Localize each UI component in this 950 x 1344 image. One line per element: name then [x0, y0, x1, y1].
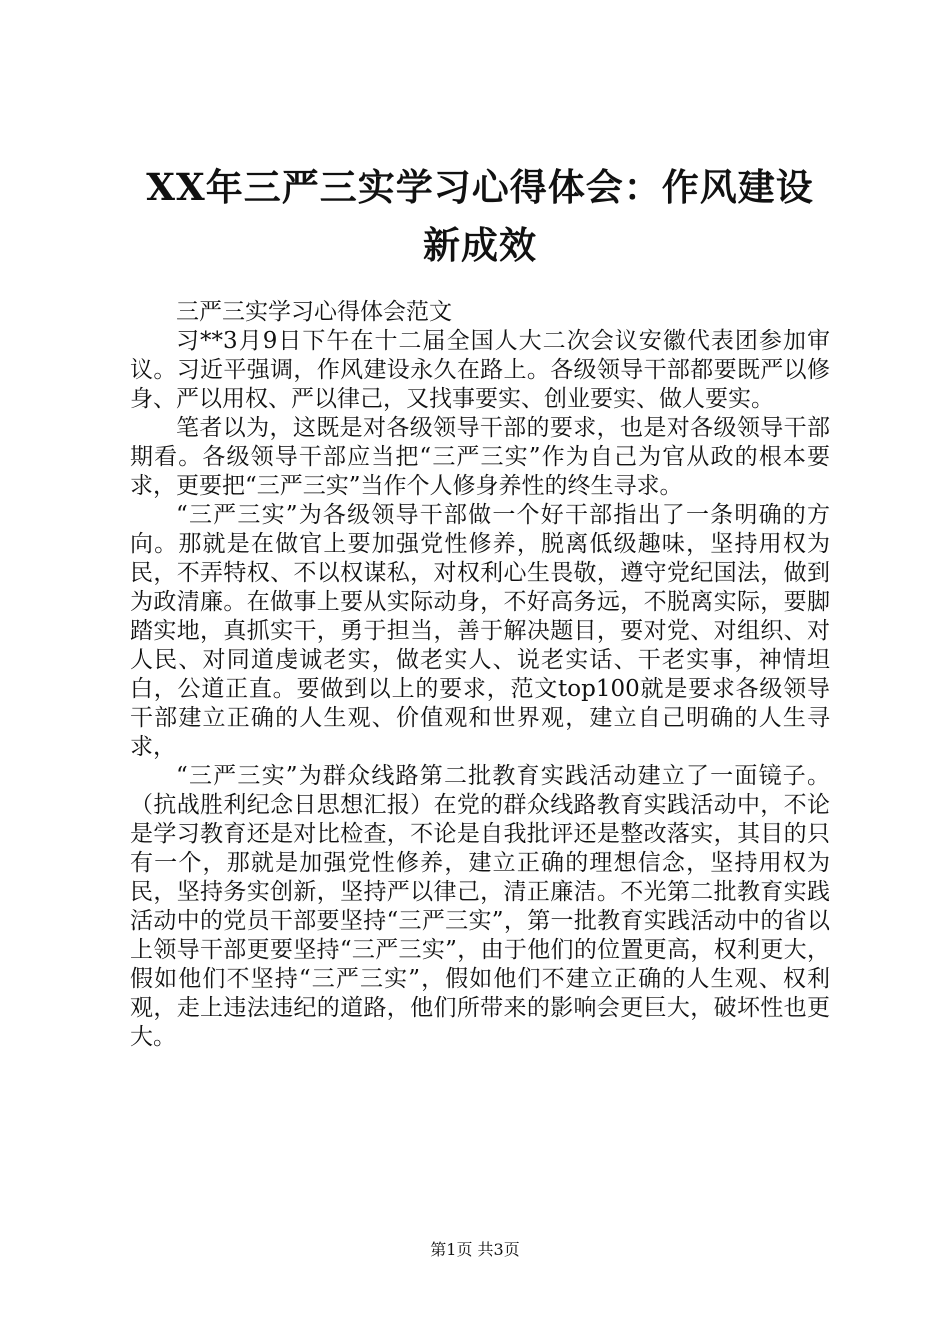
- paragraph-subtitle: 三严三实学习心得体会范文: [176, 299, 452, 325]
- page-number-footer: 第1页 共3页: [430, 1240, 520, 1259]
- document-body: [130, 298, 830, 1052]
- paragraph: 笔者以为，这既是对各级领导干部的要求，也是对各级领导干部期看。各级领导干部应当把“三严三实”作为自己为官从政的根本要求，更要把“三严三实”当作个人修身养性的终生寻求。: [130, 415, 830, 499]
- paragraph: “三严三实”为各级领导干部做一个好干部指出了一条明确的方向。那就是在做官上要加强党性修养，脱离低级趣味，坚持用权为民，不弄特权、不以权谋私，对权利心生畏敬，遵守党纪国法，做到为政清廉。在做事上要从实际动身，不好高务远，不脱离实际，要脚踏实地，真抓实干，勇于担当，善于解决题目，要对党、对组织、对人民、对同道虔诚老实，做老实人、说老实话、干老实事，神情坦白，公道正直。要做到以上的要求，范文top100就是要求各级领导干部建立正确的人生观、价值观和世界观，建立自己明确的人生寻求，: [130, 502, 830, 760]
- document-title: XX年三严三实学习心得体会：作风建设新成效: [146, 165, 814, 267]
- paragraph: 习**3月9日下午在十二届全国人大二次会议安徽代表团参加审议。习近平强调，作风建设永久在路上。各级领导干部都要既严以修身、严以用权、严以律己，又找事要实、创业要实、做人要实。: [130, 328, 830, 412]
- paragraph: “三严三实”为群众线路第二批教育实践活动建立了一面镜子。（抗战胜利纪念日思想汇报）在党的群众线路教育实践活动中，不论是学习教育还是对比检查，不论是自我批评还是整改落实，其目的只有一个，那就是加强党性修养，建立正确的理想信念，坚持用权为民，坚持务实创新，坚持严以律己，清正廉洁。不光第二批教育实践活动中的党员干部要坚持“三严三实”，第一批教育实践活动中的省以上领导干部更要坚持“三严三实”，由于他们的位置更高，权利更大，假如他们不坚持“三严三实”，假如他们不建立正确的人生观、权利观，走上违法违纪的道路，他们所带来的影响会更巨大，破坏性也更大。: [130, 763, 830, 1050]
